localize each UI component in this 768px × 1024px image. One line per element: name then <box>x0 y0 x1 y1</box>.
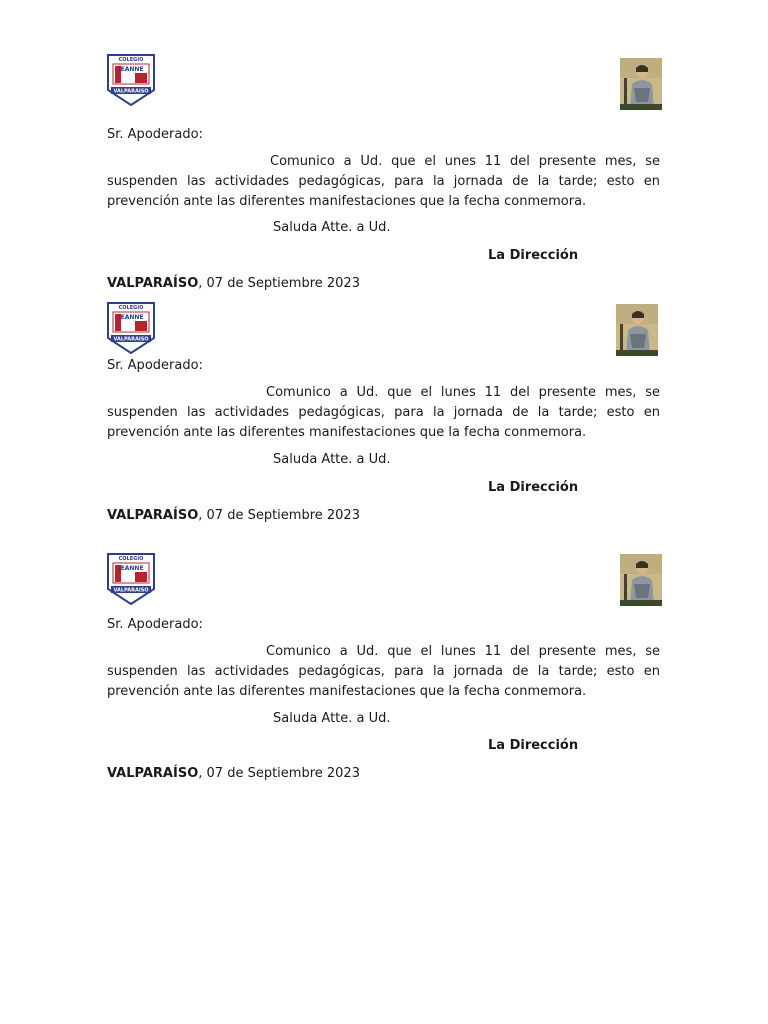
school-logo <box>107 553 155 605</box>
date-line <box>107 276 360 292</box>
school-logo <box>107 54 155 106</box>
notice-body-text: Comunico a Ud. que el lunes 11 del presente mes, se suspenden las actividades pedagógicas, para la jornada de la tarde; esto en prevención ante las diferentes manifestaciones que la fecha conmemora. <box>107 385 660 440</box>
closing: Saluda Atte. a Ud. <box>273 711 391 726</box>
school-logo <box>107 302 155 354</box>
city: VALPARAÍSO <box>107 508 199 523</box>
date-line <box>107 508 360 524</box>
logo-top-text: COLEGIO <box>118 305 144 311</box>
greeting: Sr. Apoderado: <box>107 127 203 142</box>
logo-initials: JEANNE <box>118 66 144 73</box>
city: VALPARAÍSO <box>107 766 199 781</box>
greeting: Sr. Apoderado: <box>107 358 203 373</box>
date: , 07 de Septiembre 2023 <box>198 276 360 291</box>
notice-body <box>107 152 660 212</box>
notice-body <box>107 642 660 702</box>
logo-top-text: COLEGIO <box>118 556 144 562</box>
notice-body-text: Comunico a Ud. que el unes 11 del presente mes, se suspenden las actividades pedagógicas, para la jornada de la tarde; esto en prevención ante las diferentes manifestaciones que la fecha conmemora. <box>107 154 660 209</box>
signature: La Dirección <box>488 738 579 753</box>
joan-of-arc-image <box>620 58 662 110</box>
logo-bottom-text: VALPARAISO <box>113 88 149 95</box>
logo-top-text: COLEGIO <box>118 57 144 63</box>
greeting: Sr. Apoderado: <box>107 617 203 632</box>
signature: La Dirección <box>488 480 579 495</box>
closing: Saluda Atte. a Ud. <box>273 452 391 467</box>
date: , 07 de Septiembre 2023 <box>198 508 360 523</box>
date: , 07 de Septiembre 2023 <box>198 766 360 781</box>
joan-of-arc-image <box>616 304 658 356</box>
notice-body <box>107 383 660 443</box>
notice-body-text: Comunico a Ud. que el lunes 11 del presente mes, se suspenden las actividades pedagógicas, para la jornada de la tarde; esto en prevención ante las diferentes manifestaciones que la fecha conmemora. <box>107 644 660 699</box>
signature: La Dirección <box>488 248 579 263</box>
logo-bottom-text: VALPARAISO <box>113 587 149 594</box>
closing: Saluda Atte. a Ud. <box>273 220 391 235</box>
joan-of-arc-image <box>620 554 662 606</box>
logo-initials: JEANNE <box>118 565 144 572</box>
logo-bottom-text: VALPARAISO <box>113 336 149 343</box>
date-line <box>107 766 360 782</box>
city: VALPARAÍSO <box>107 276 199 291</box>
logo-initials: JEANNE <box>118 314 144 321</box>
